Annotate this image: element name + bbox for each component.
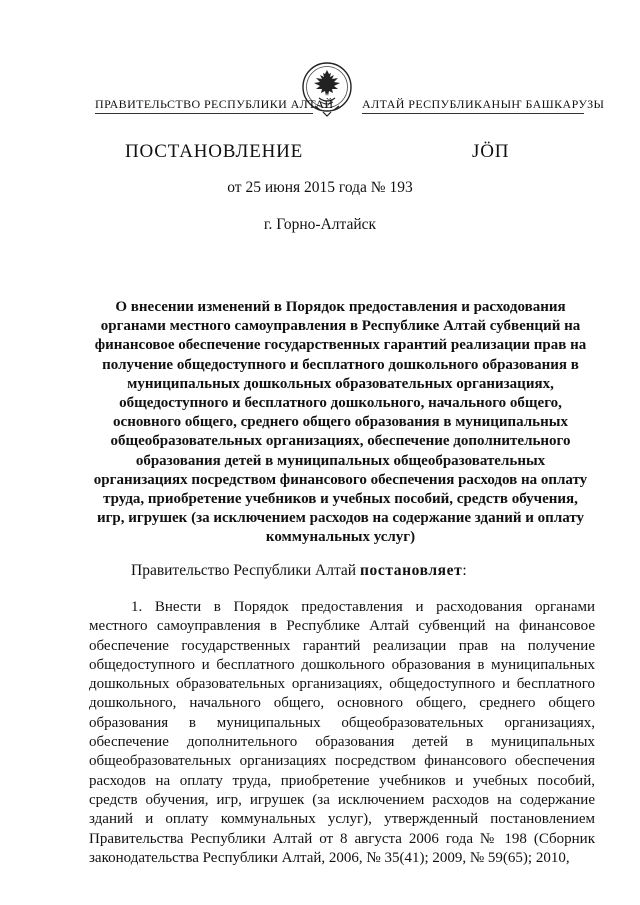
header-divider-left <box>95 113 313 114</box>
preamble-decree-word: постановляет <box>359 562 463 579</box>
header-org-right: АЛТАЙ РЕСПУБЛИКАНЫҤ БАШКАРУЗЫ <box>362 97 605 111</box>
header-org-left: ПРАВИТЕЛЬСТВО РЕСПУБЛИКИ АЛТАЙ <box>95 97 334 111</box>
preamble <box>131 562 467 580</box>
preamble-colon: : <box>462 562 467 579</box>
paragraph-1: 1. Внести в Порядок предоставления и расходования органами местного самоуправления в Республике Алтай субвенций на финансовое обеспечение государственных гарантий реализации прав на получение общедоступного и бесплатного дошкольного образования в муниципальных дошкольных образовательных организациях, общедоступного и бесплатного дошкольного, начального общего, основного общего, среднего общего образования в муниципальных общеобразовательных организациях, обеспечение дополнительного образования детей в муниципальных общеобразовательных организациях посредством финансового обеспечения расходов на оплату труда, приобретение учебников и учебных пособий, средств обучения, игр, игрушек (за исключением расходов на содержание зданий и оплату коммунальных услуг), утвержденный постановлением Правительства Республики Алтай от 8 августа 2006 года № 198 (Сборник законодательства Республики Алтай, 2006, № 35(41); 2009, № 59(65); 2010, <box>89 599 595 866</box>
header-divider-right <box>362 113 584 114</box>
document-title: О внесении изменений в Порядок предоставления и расходования органами местного самоуправления в Республике Алтай субвенций на финансовое обеспечение государственных гарантий реализации прав на получение общедоступного и бесплатного дошкольного образования в муниципальных дошкольных образовательных организациях, общедоступного и бесплатного дошкольного, начального общего, основного общего, среднего общего образования в муниципальных общеобразовательных организациях, обеспечение дополнительного образования детей в муниципальных общеобразовательных организациях посредством финансового обеспечения расходов на оплату труда, приобретение учебников и учебных пособий, средств обучения, игр, игрушек (за исключением расходов на содержание зданий и оплату коммунальных услуг) <box>93 299 588 546</box>
document-date-number: от 25 июня 2015 года № 193 <box>227 179 413 196</box>
preamble-text: Правительство Республики Алтай <box>131 562 360 579</box>
document-type-altai: JÖП <box>472 141 510 162</box>
document-city: г. Горно-Алтайск <box>263 216 377 233</box>
document-type: ПОСТАНОВЛЕНИЕ <box>125 141 304 162</box>
